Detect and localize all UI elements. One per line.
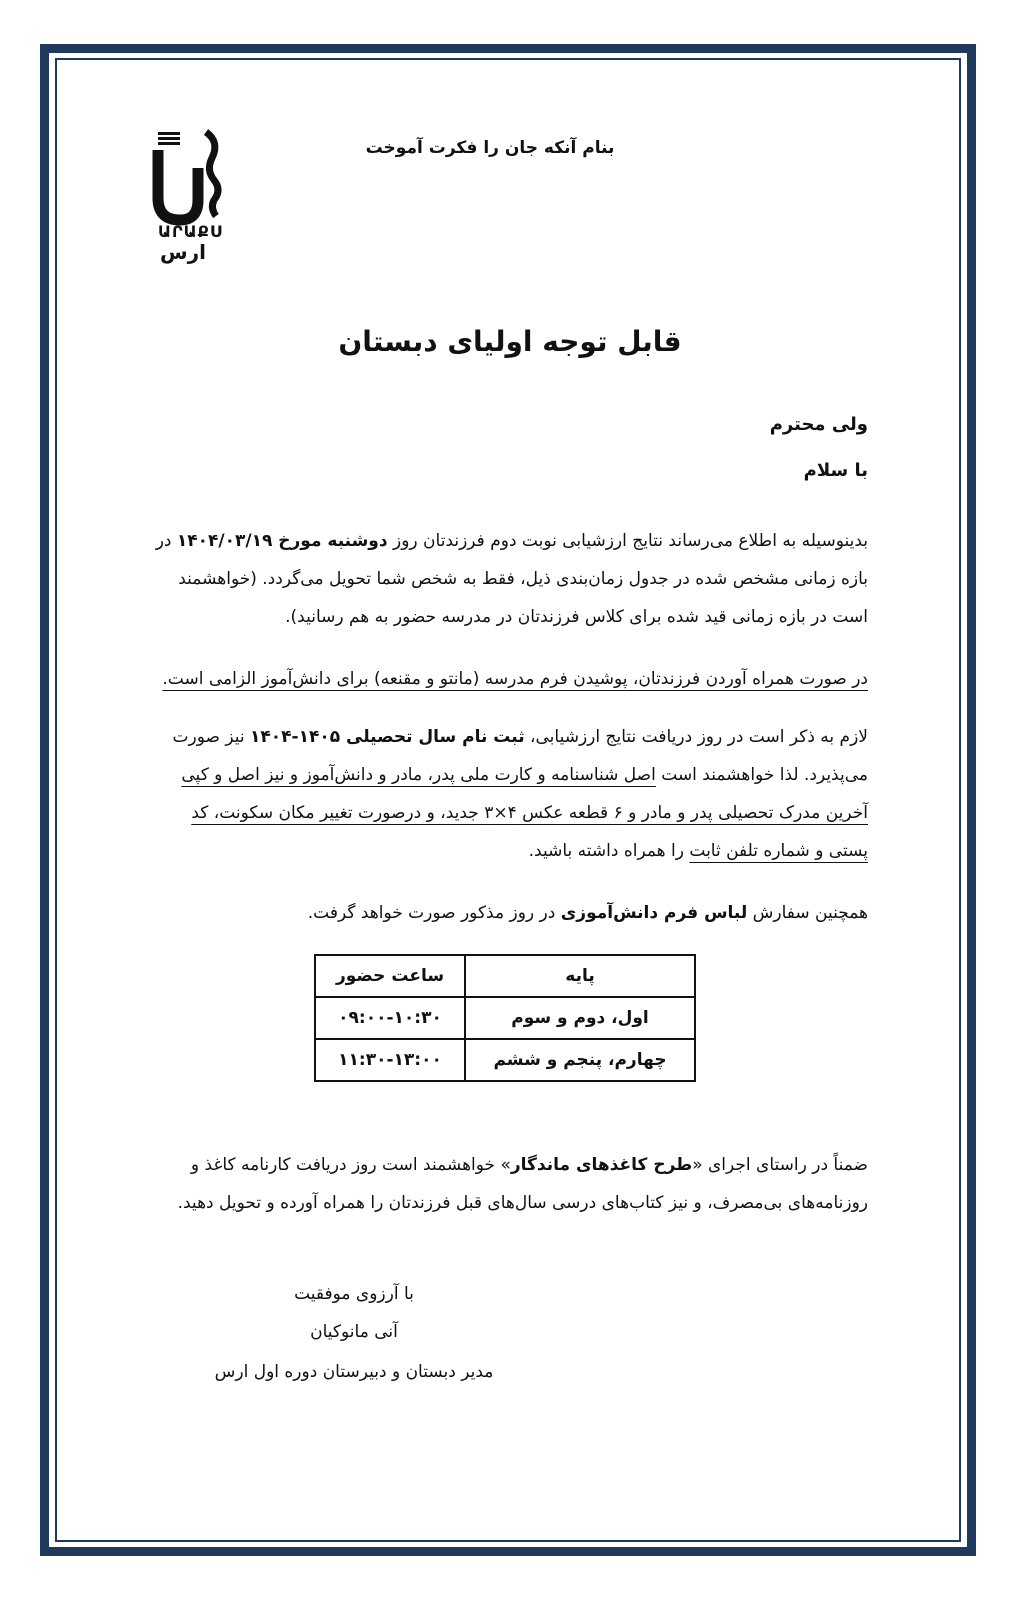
paragraph-paper-recycling — [148, 1146, 868, 1222]
paragraph-results-notice — [148, 522, 868, 636]
header-time: ساعت حضور — [315, 955, 465, 997]
signature-title: مدیر دبستان و دبیرستان دوره اول ارس — [214, 1362, 494, 1382]
table-row — [315, 1039, 695, 1081]
logo-persian-text: ارس — [160, 240, 206, 264]
signature-name: آنی مانوکیان — [310, 1322, 398, 1342]
paragraph-registration — [148, 718, 868, 870]
table-header-row — [315, 955, 695, 997]
greeting-respected-parent: ولی محترم — [769, 414, 868, 435]
p3-year-bold: ثبت نام سال تحصیلی ۱۴۰۵-۱۴۰۴ — [249, 727, 525, 747]
schedule-table — [314, 954, 696, 1082]
table-row — [315, 997, 695, 1039]
invocation-line: بنام آنکه جان را فکرت آموخت — [365, 138, 615, 158]
logo-latin-text: ԱՐԱՔՍ — [158, 222, 223, 241]
p1-date-bold: دوشنبه مورخ ۱۴۰۴/۰۳/۱۹ — [176, 531, 388, 551]
signature-wish: با آرزوی موفقیت — [294, 1284, 414, 1304]
cell-time: ۰۹:۰۰-۱۰:۳۰ — [315, 997, 465, 1039]
header-grade: پایه — [465, 955, 695, 997]
p3-text-a: لازم به ذکر است در روز دریافت نتایج ارزشیابی، — [524, 727, 868, 747]
p4-text-c: در روز مذکور صورت خواهد گرفت. — [307, 903, 561, 923]
p1-text-a: بدینوسیله به اطلاع می‌رساند نتایج ارزشیابی نوبت دوم فرزندتان روز — [387, 531, 868, 551]
p4-text-a: همچنین سفارش — [747, 903, 868, 923]
paragraph-uniform-required — [148, 660, 868, 698]
p5-text-a: ضمناً در راستای اجرای « — [692, 1155, 868, 1175]
paragraph-uniform-order — [148, 894, 868, 932]
page-title: قابل توجه اولیای دبستان — [338, 325, 682, 358]
p3-text-c: نیز صورت می‌پذیرد. لذا خواهشمند است — [172, 727, 868, 785]
cell-time: ۱۱:۳۰-۱۳:۰۰ — [315, 1039, 465, 1081]
p4-uniform-bold: لباس فرم دانش‌آموزی — [560, 903, 748, 923]
p5-text-c: » خواهشمند است روز دریافت کارنامه کاغذ و روزنامه‌های بی‌مصرف، و نیز کتاب‌های درسی سال‌های قبل فرزندتان را همراه آورده و تحویل دهید. — [177, 1155, 868, 1213]
cell-grade: چهارم، پنجم و ششم — [465, 1039, 695, 1081]
cell-grade: اول، دوم و سوم — [465, 997, 695, 1039]
p5-plan-bold: طرح کاغذهای ماندگار — [510, 1155, 693, 1175]
p1-text-c: در بازه زمانی مشخص شده در جدول زمان‌بندی ذیل، فقط به شخص شما تحویل می‌گردد. (خواهشمند است در بازه زمانی قید شده برای کلاس فرزندتان در مدرسه حضور به هم رسانید). — [155, 531, 868, 627]
p2-text: در صورت همراه آوردن فرزندتان، پوشیدن فرم مدرسه (مانتو و مقنعه) برای دانش‌آموز الزامی است. — [162, 669, 868, 689]
p3-text-e: را همراه داشته باشید. — [528, 841, 690, 861]
greeting-salutation: با سلام — [803, 460, 868, 481]
p3-documents-underlined: اصل شناسنامه و کارت ملی پدر، مادر و دانش‌آموز و نیز اصل و کپی آخرین مدرک تحصیلی پدر و مادر و ۶ قطعه عکس ۴×۳ جدید، و درصورت تغییر مکان سکونت، کد پستی و شماره تلفن ثابت — [181, 765, 868, 861]
